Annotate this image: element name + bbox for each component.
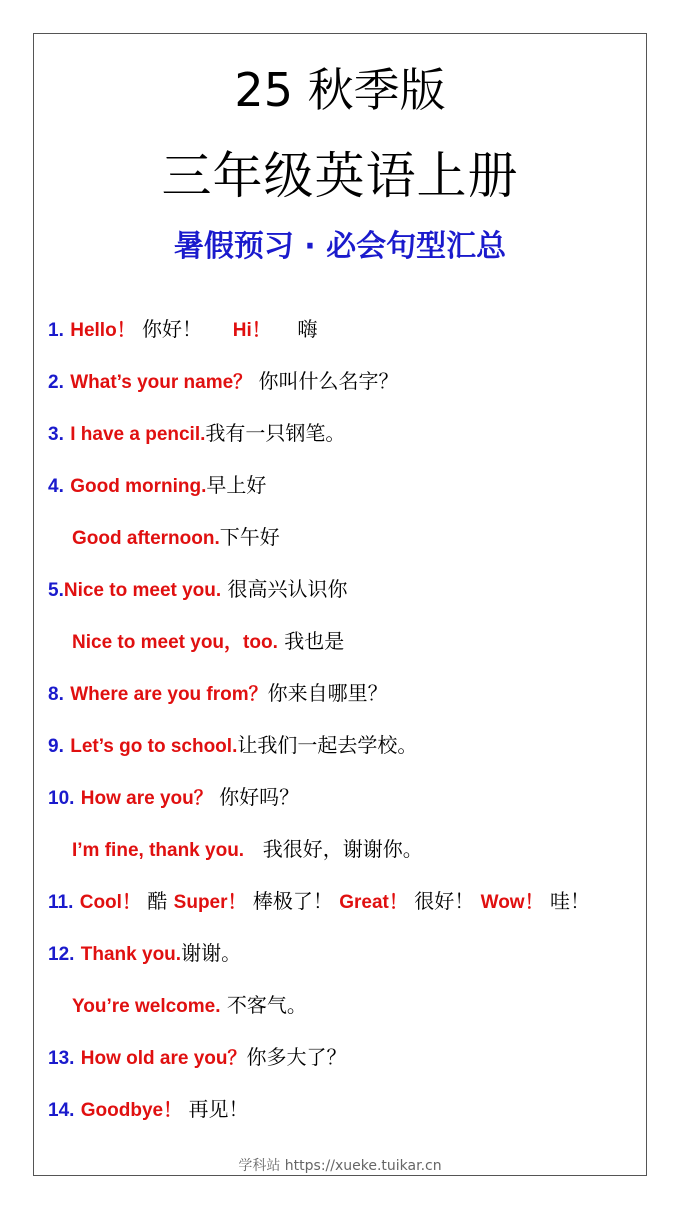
chinese-translation: 酷: [147, 889, 168, 913]
english-phrase: I’m fine, thank you.: [72, 840, 245, 861]
english-phrase: Nice to meet you，too.: [72, 632, 278, 653]
english-phrase: Great！: [339, 892, 408, 913]
page-title-line1: 25 秋季版: [234, 63, 446, 117]
sentence-row: [48, 314, 317, 344]
english-phrase: Thank you.: [80, 944, 182, 965]
english-phrase: What’s your name？: [70, 372, 253, 393]
sentence-number: 11.: [48, 892, 74, 913]
english-phrase: Cool！: [79, 892, 141, 913]
english-phrase: Wow！: [480, 892, 544, 913]
sentence-row: [48, 470, 266, 500]
chinese-translation: 很高兴认识你: [227, 577, 348, 601]
sentence-number: 1.: [48, 320, 64, 341]
english-phrase: How are you？: [80, 788, 213, 809]
page-title-line2: 三年级英语上册: [161, 147, 519, 205]
sentence-number: 2.: [48, 372, 64, 393]
english-phrase: Hello！: [70, 320, 136, 341]
chinese-translation: 哇！: [549, 889, 590, 913]
chinese-translation: 很好！: [414, 889, 475, 913]
chinese-translation: 你多大了？: [246, 1045, 347, 1069]
chinese-translation: 我有一只钢笔。: [205, 421, 346, 445]
sentence-number: 4.: [48, 476, 64, 497]
sentence-row: [72, 834, 423, 864]
sentence-row: [48, 886, 590, 916]
chinese-translation: 不客气。: [226, 993, 307, 1017]
sentence-number: 12.: [48, 944, 75, 965]
english-phrase: Super！: [173, 892, 247, 913]
sentence-row: [48, 1094, 248, 1124]
chinese-translation: 谢谢。: [181, 941, 242, 965]
chinese-translation: 早上好: [206, 473, 267, 497]
sentence-row: [48, 366, 399, 396]
chinese-translation: 再见！: [188, 1097, 249, 1121]
chinese-translation: 嗨: [297, 317, 318, 341]
footer-watermark: 学科站 https://xueke.tuikar.cn: [238, 1158, 442, 1174]
english-phrase: Good afternoon.: [72, 528, 220, 549]
english-phrase: Goodbye！: [80, 1100, 183, 1121]
sentence-row: [48, 938, 241, 968]
english-phrase: Where are you from？: [70, 684, 268, 705]
page-subtitle: 暑假预习 · 必会句型汇总: [173, 229, 507, 264]
sentence-row: [48, 574, 348, 604]
english-phrase: You’re welcome.: [72, 996, 221, 1017]
sentence-row: [48, 730, 417, 760]
sentence-number: 9.: [48, 736, 64, 757]
sentence-row: [48, 678, 388, 708]
chinese-translation: 你叫什么名字？: [258, 369, 399, 393]
english-phrase: I have a pencil.: [70, 424, 206, 445]
sentence-number: 13.: [48, 1048, 75, 1069]
sentence-number: 10.: [48, 788, 75, 809]
chinese-translation: 我也是: [284, 629, 345, 653]
sentence-number: 5.: [48, 580, 64, 601]
sentence-row: [72, 522, 280, 552]
english-phrase: Good morning.: [70, 476, 207, 497]
english-phrase: Hi！: [232, 320, 271, 341]
chinese-translation: 你来自哪里？: [267, 681, 388, 705]
sentence-row: [48, 418, 345, 448]
sentence-number: 8.: [48, 684, 64, 705]
chinese-translation: 你好！: [142, 317, 203, 341]
sentence-number: 14.: [48, 1100, 75, 1121]
chinese-translation: 让我们一起去学校。: [237, 733, 418, 757]
english-phrase: How old are you？: [80, 1048, 247, 1069]
chinese-translation: 下午好: [219, 525, 280, 549]
chinese-translation: 我很好，谢谢你。: [262, 837, 423, 861]
sentence-row: [48, 782, 299, 812]
sentence-row: [48, 1042, 347, 1072]
chinese-translation: 你好吗？: [219, 785, 300, 809]
english-phrase: Let’s go to school.: [70, 736, 238, 757]
english-phrase: Nice to meet you.: [63, 580, 222, 601]
sentence-number: 3.: [48, 424, 64, 445]
sentence-row: [72, 626, 344, 656]
sentence-row: [72, 990, 307, 1020]
chinese-translation: 棒极了！: [252, 889, 333, 913]
